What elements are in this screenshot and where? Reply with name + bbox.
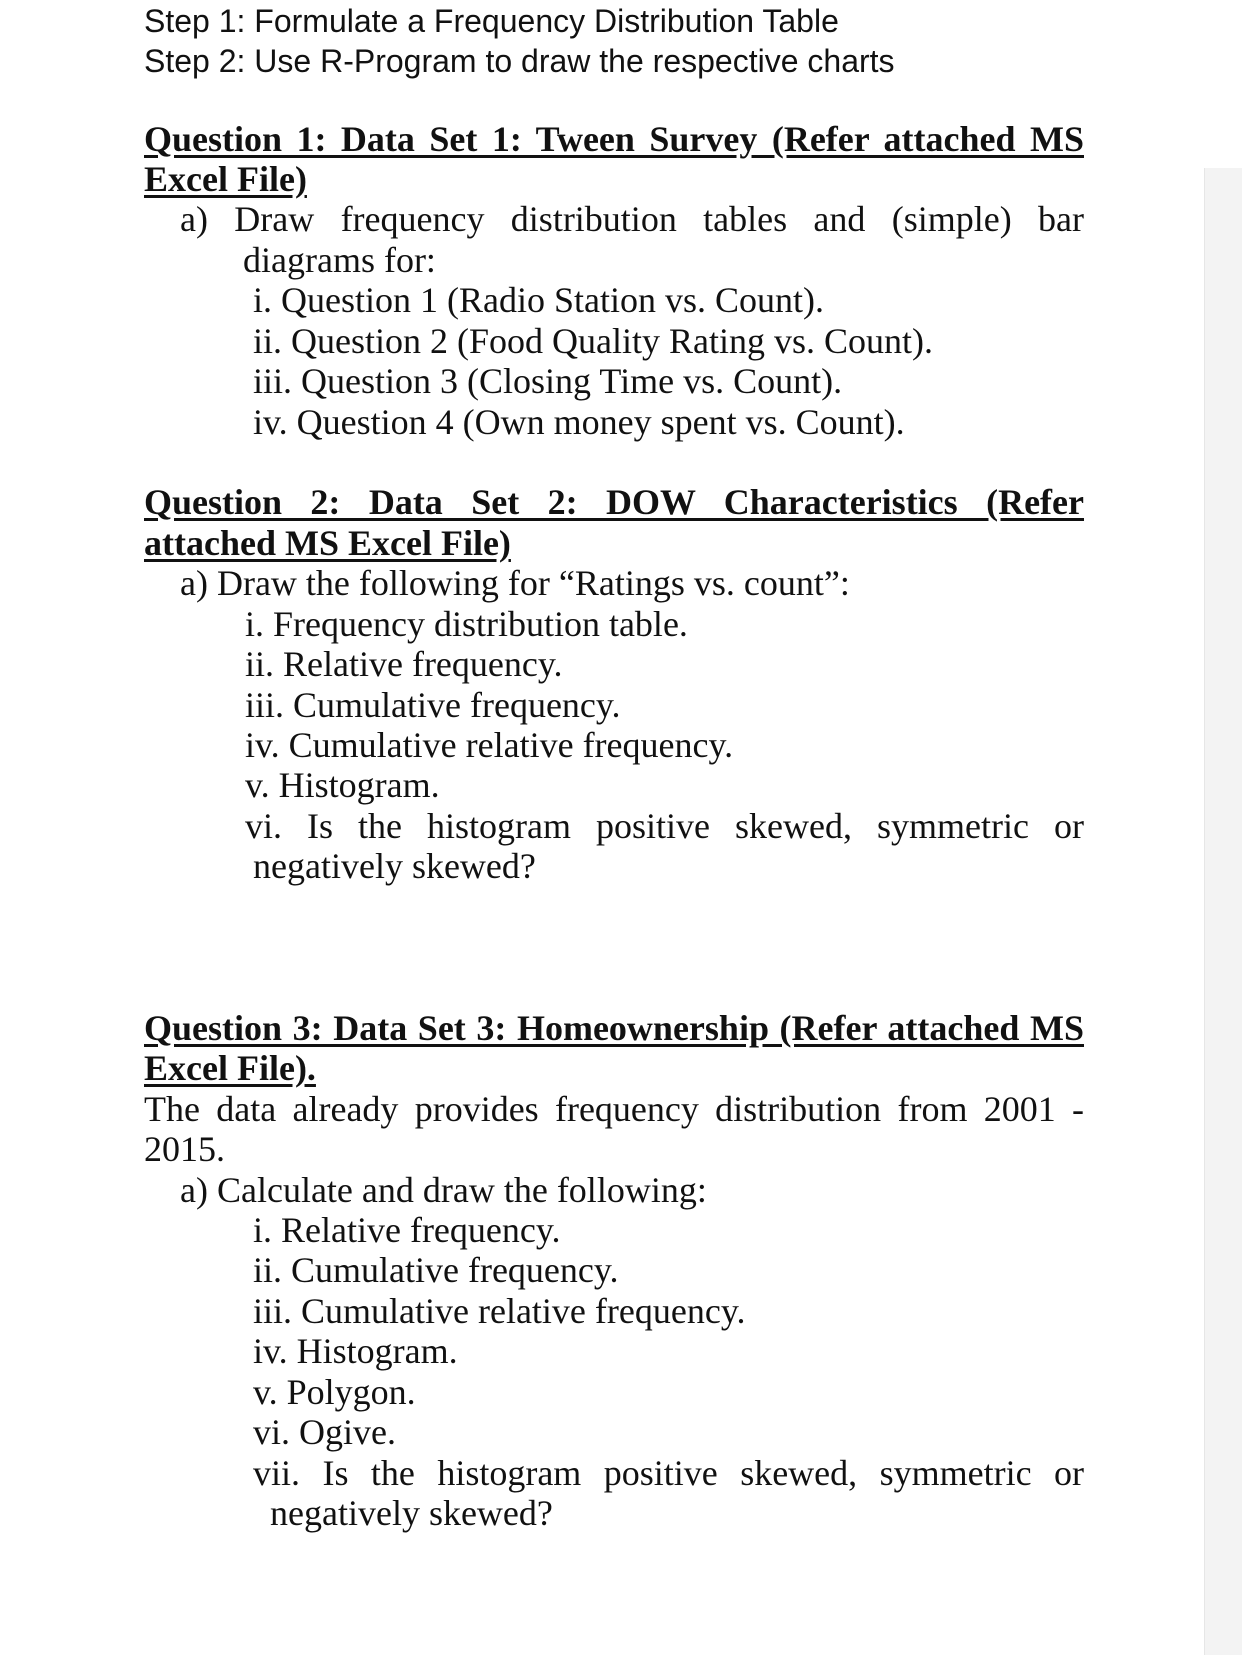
question-2-item-v: v. Histogram. [245, 765, 440, 805]
question-3-title-line-1: Question 3: Data Set 3: Homeownership (Refer attached MS [144, 1008, 1084, 1048]
question-1-part-a-line-1: a) Draw frequency distribution tables and (simple) bar [180, 199, 1084, 239]
question-3-item-iv: iv. Histogram. [253, 1331, 458, 1371]
question-3-item-vi: vi. Ogive. [253, 1412, 396, 1452]
question-3-intro-line-2: 2015. [144, 1129, 225, 1169]
question-1-title-line-2: Excel File) [144, 159, 307, 199]
question-3-part-a: a) Calculate and draw the following: [180, 1170, 707, 1210]
step-1-text: Step 1: Formulate a Frequency Distribution Table [144, 3, 839, 39]
question-2-item-vi-line-1: vi. Is the histogram positive skewed, symmetric or [245, 806, 1084, 846]
question-2-item-iv: iv. Cumulative relative frequency. [245, 725, 734, 765]
step-2-text: Step 2: Use R-Program to draw the respective charts [144, 43, 895, 79]
question-1-part-a-line-2: diagrams for: [243, 240, 436, 280]
question-2-item-iii: iii. Cumulative frequency. [245, 685, 621, 725]
question-3-intro-line-1: The data already provides frequency distribution from 2001 - [144, 1089, 1084, 1129]
question-3-item-v: v. Polygon. [253, 1372, 416, 1412]
question-1-item-iii: iii. Question 3 (Closing Time vs. Count). [253, 361, 843, 401]
question-1-item-ii: ii. Question 2 (Food Quality Rating vs. Count). [253, 321, 933, 361]
question-2-part-a: a) Draw the following for “Ratings vs. count”: [180, 563, 850, 603]
question-2-item-i: i. Frequency distribution table. [245, 604, 688, 644]
question-3-item-i: i. Relative frequency. [253, 1210, 561, 1250]
question-3-item-vii-line-2: negatively skewed? [270, 1493, 553, 1533]
question-1-item-iv: iv. Question 4 (Own money spent vs. Count). [253, 402, 905, 442]
question-2-title-line-2: attached MS Excel File) [144, 523, 511, 563]
question-3-item-ii: ii. Cumulative frequency. [253, 1250, 619, 1290]
question-3-title-line-2: Excel File). [144, 1048, 316, 1088]
question-2-item-vi-line-2: negatively skewed? [253, 846, 536, 886]
question-3-item-iii: iii. Cumulative relative frequency. [253, 1291, 746, 1331]
question-2-title-line-1: Question 2: Data Set 2: DOW Characteristics (Refer [144, 482, 1084, 522]
question-1-title-line-1: Question 1: Data Set 1: Tween Survey (Refer attached MS [144, 119, 1084, 159]
page-right-edge-shadow [1204, 168, 1242, 1655]
question-1-item-i: i. Question 1 (Radio Station vs. Count). [253, 280, 824, 320]
question-2-item-ii: ii. Relative frequency. [245, 644, 563, 684]
question-3-item-vii-line-1: vii. Is the histogram positive skewed, symmetric or [253, 1453, 1084, 1493]
